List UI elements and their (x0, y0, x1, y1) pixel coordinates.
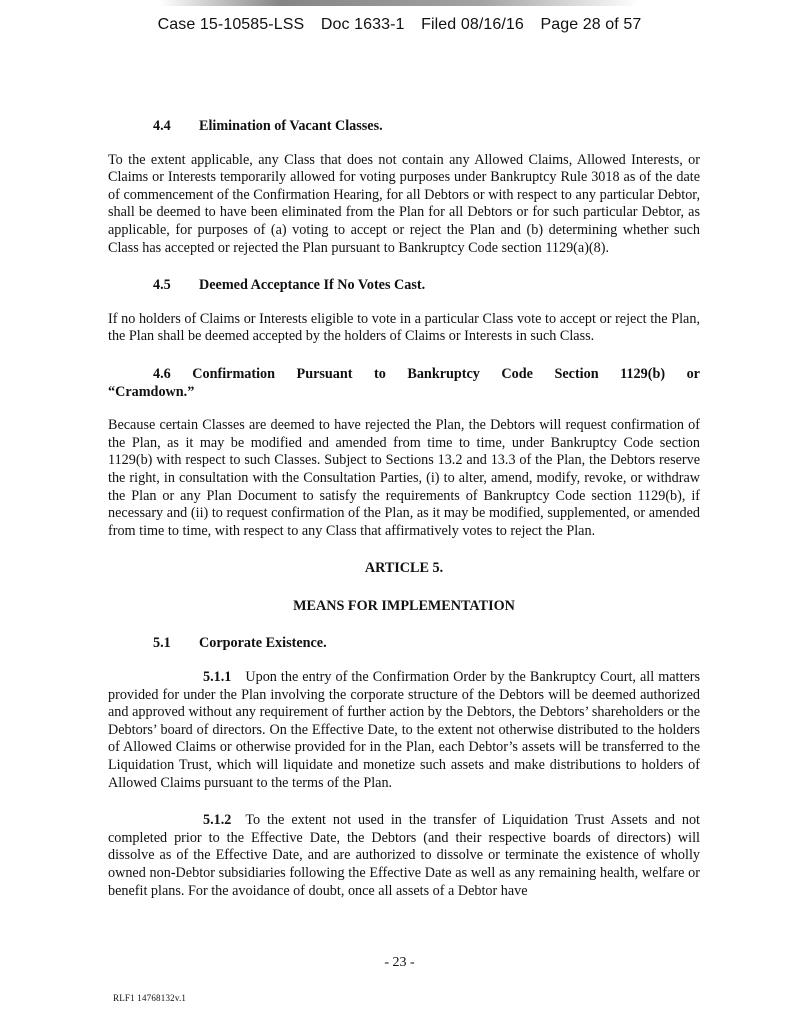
heading-word: Section (554, 365, 599, 382)
section-4-6-body: Because certain Classes are deemed to have rejected the Plan, the Debtors will request confirmation of the Plan, as it may be modified and amended from time to time, under Bankruptcy Code section 1129(b) with respect to such Classes. Subject to Sections 13.2 and 13.3 of the Plan, the Debtors reserve the right, in consultation with the Consultation Parties, (i) to alter, amend, modify, revoke, or withdraw the Plan or any Plan Document to satisfy the requirements of Bankruptcy Code section 1129(b), if necessary and (ii) to request confirmation of the Plan, as it may be modified, supplemented, or amended from time to time, with respect to any Class that affirmatively votes to reject the Plan. (108, 417, 700, 539)
section-5-1-heading (108, 635, 700, 653)
section-title: Deemed Acceptance If No Votes Cast. (199, 277, 426, 294)
filed-date: Filed 08/16/16 (421, 16, 524, 33)
subsection-5-1-2 (108, 812, 700, 900)
document-body (108, 118, 700, 900)
subsection-body: To the extent not used in the transfer of Liquidation Trust Assets and not completed prior to the Effective Date, the Debtors (and their respective boards of directors) will dissolve as of the Effective Date, and are authorized to dissolve or terminate the existence of wholly owned non-Debtor subsidiaries following the Effective Date as well as any remaining health, welfare or benefit plans. For the avoidance of doubt, once all assets of a Debtor have (108, 812, 700, 899)
case-number: Case 15-10585-LSS (157, 16, 305, 33)
heading-word: 1129(b) (620, 365, 666, 382)
subsection-number: 5.1.1 (203, 669, 232, 686)
section-number: 4.4 (153, 118, 171, 134)
article-label: ARTICLE 5. (364, 560, 444, 577)
subsection-body: Upon the entry of the Confirmation Order by the Bankruptcy Court, all matters provided for under the Plan involving the corporate structure of the Debtors will be deemed authorized and approved without any requirement of further action by the Debtors, the Debtors’ shareholders or the Debtors’ board of directors. On the Effective Date, to the extent not otherwise distributed to the holders of Allowed Claims or otherwise provided for in the Plan, each Debtor’s assets will be transferred to the Liquidation Trust, which will liquidate and monetize such assets and make distributions to holders of Allowed Claims pursuant to the terms of the Plan. (108, 669, 700, 791)
court-filing-header (0, 16, 799, 34)
section-4-5-heading (108, 277, 700, 295)
section-title: Corporate Existence. (199, 635, 327, 652)
doc-number: Doc 1633-1 (320, 16, 405, 33)
section-number: 4.6 (153, 365, 171, 382)
page-number: - 23 - (384, 955, 415, 970)
page-of-total: Page 28 of 57 (540, 16, 642, 33)
section-number: 5.1 (153, 635, 171, 652)
section-4-6-heading (108, 366, 700, 401)
section-4-5-body: If no holders of Claims or Interests eligible to vote in a particular Class vote to accept or reject the Plan, the Plan shall be deemed accepted by the holders of Claims or Interests in such Class. (108, 310, 700, 345)
section-4-4-heading (108, 118, 700, 136)
section-title-line-2: “Cramdown.” (108, 383, 195, 400)
subsection-number: 5.1.2 (203, 812, 232, 829)
section-title: Elimination of Vacant Classes. (199, 118, 383, 134)
heading-word: Bankruptcy (407, 365, 480, 382)
heading-word: Pursuant (296, 365, 353, 382)
heading-word: Code (501, 365, 533, 382)
subsection-5-1-1 (108, 669, 700, 792)
heading-word: or (686, 365, 700, 382)
document-id: RLF1 14768132v.1 (113, 993, 187, 1003)
section-4-4-body: To the extent applicable, any Class that does not contain any Allowed Claims, Allowed Interests, or Claims or Interests temporarily allowed for voting purposes under Bankruptcy Rule 3018 as of the date of commencement of the Confirmation Hearing, for all Debtors or with respect to any particular Debtor, shall be deemed to have been eliminated from the Plan for all Debtors or for such particular Debtor, as applicable, for purposes of (a) voting to accept or reject the Plan and (b) determining whether such Class has accepted or rejected the Plan pursuant to Bankruptcy Code section 1129(a)(8). (108, 151, 700, 256)
article-title: MEANS FOR IMPLEMENTATION (293, 597, 515, 614)
section-number: 4.5 (153, 277, 171, 294)
heading-word: Confirmation (192, 365, 276, 382)
heading-word: to (374, 365, 386, 382)
scan-top-edge (0, 0, 799, 6)
